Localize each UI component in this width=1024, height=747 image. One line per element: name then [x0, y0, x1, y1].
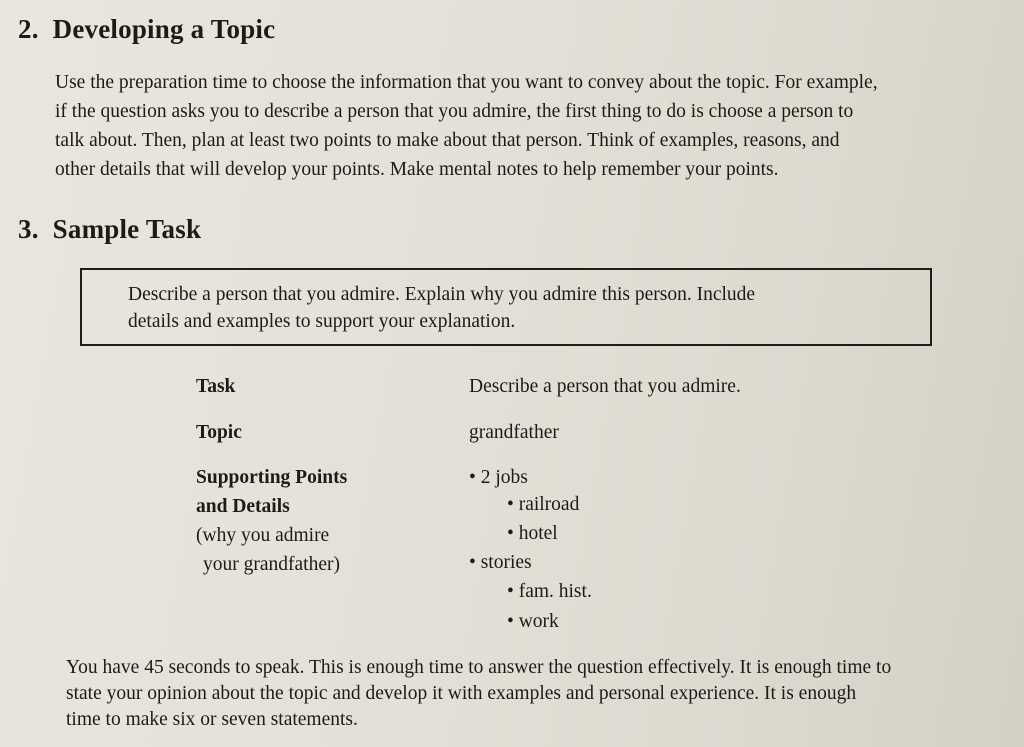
task-label: Task [196, 376, 236, 397]
paragraph-line: Use the preparation time to choose the information that you want to convey about the topic. For example, [55, 72, 878, 93]
supporting-points-label: Supporting Points [196, 467, 348, 488]
section-3-title: Sample Task [52, 214, 202, 244]
supporting-points-label: and Details [196, 496, 290, 517]
supporting-points-note: (why you admire [196, 525, 330, 546]
prompt-line: Describe a person that you admire. Explain why you admire this person. Include [128, 284, 756, 305]
task-prompt-box [80, 268, 932, 346]
paragraph-line: other details that will develop your points. Make mental notes to help remember your points. [55, 159, 779, 180]
prompt-line: details and examples to support your explanation. [128, 311, 516, 332]
closing-paragraph [66, 655, 891, 733]
section-2-heading [18, 14, 275, 45]
point-item: • stories [469, 552, 532, 573]
task-value: Describe a person that you admire. [469, 376, 741, 397]
section-2-paragraph [55, 68, 878, 184]
sub-point-item: • fam. hist. [507, 581, 592, 602]
sub-point-item: • hotel [507, 523, 558, 544]
section-2-title: Developing a Topic [52, 14, 276, 44]
point-item: • 2 jobs [469, 467, 528, 488]
sub-point-item: • work [507, 611, 559, 632]
paragraph-line: You have 45 seconds to speak. This is enough time to answer the question effectively. It is enough time to [66, 657, 892, 678]
paragraph-line: if the question asks you to describe a person that you admire, the first thing to do is choose a person to [55, 101, 854, 122]
supporting-points-note: your grandfather) [203, 554, 340, 575]
paragraph-line: state your opinion about the topic and develop it with examples and personal experience. It is enough [66, 683, 857, 704]
topic-value: grandfather [469, 422, 559, 443]
topic-label: Topic [196, 422, 242, 443]
section-3-heading [18, 214, 201, 245]
section-2-number: 2. [18, 14, 39, 44]
section-3-number: 3. [18, 214, 39, 244]
sub-point-item: • railroad [507, 494, 580, 515]
paragraph-line: time to make six or seven statements. [66, 709, 358, 730]
paragraph-line: talk about. Then, plan at least two points to make about that person. Think of examples, reasons, and [55, 130, 840, 151]
